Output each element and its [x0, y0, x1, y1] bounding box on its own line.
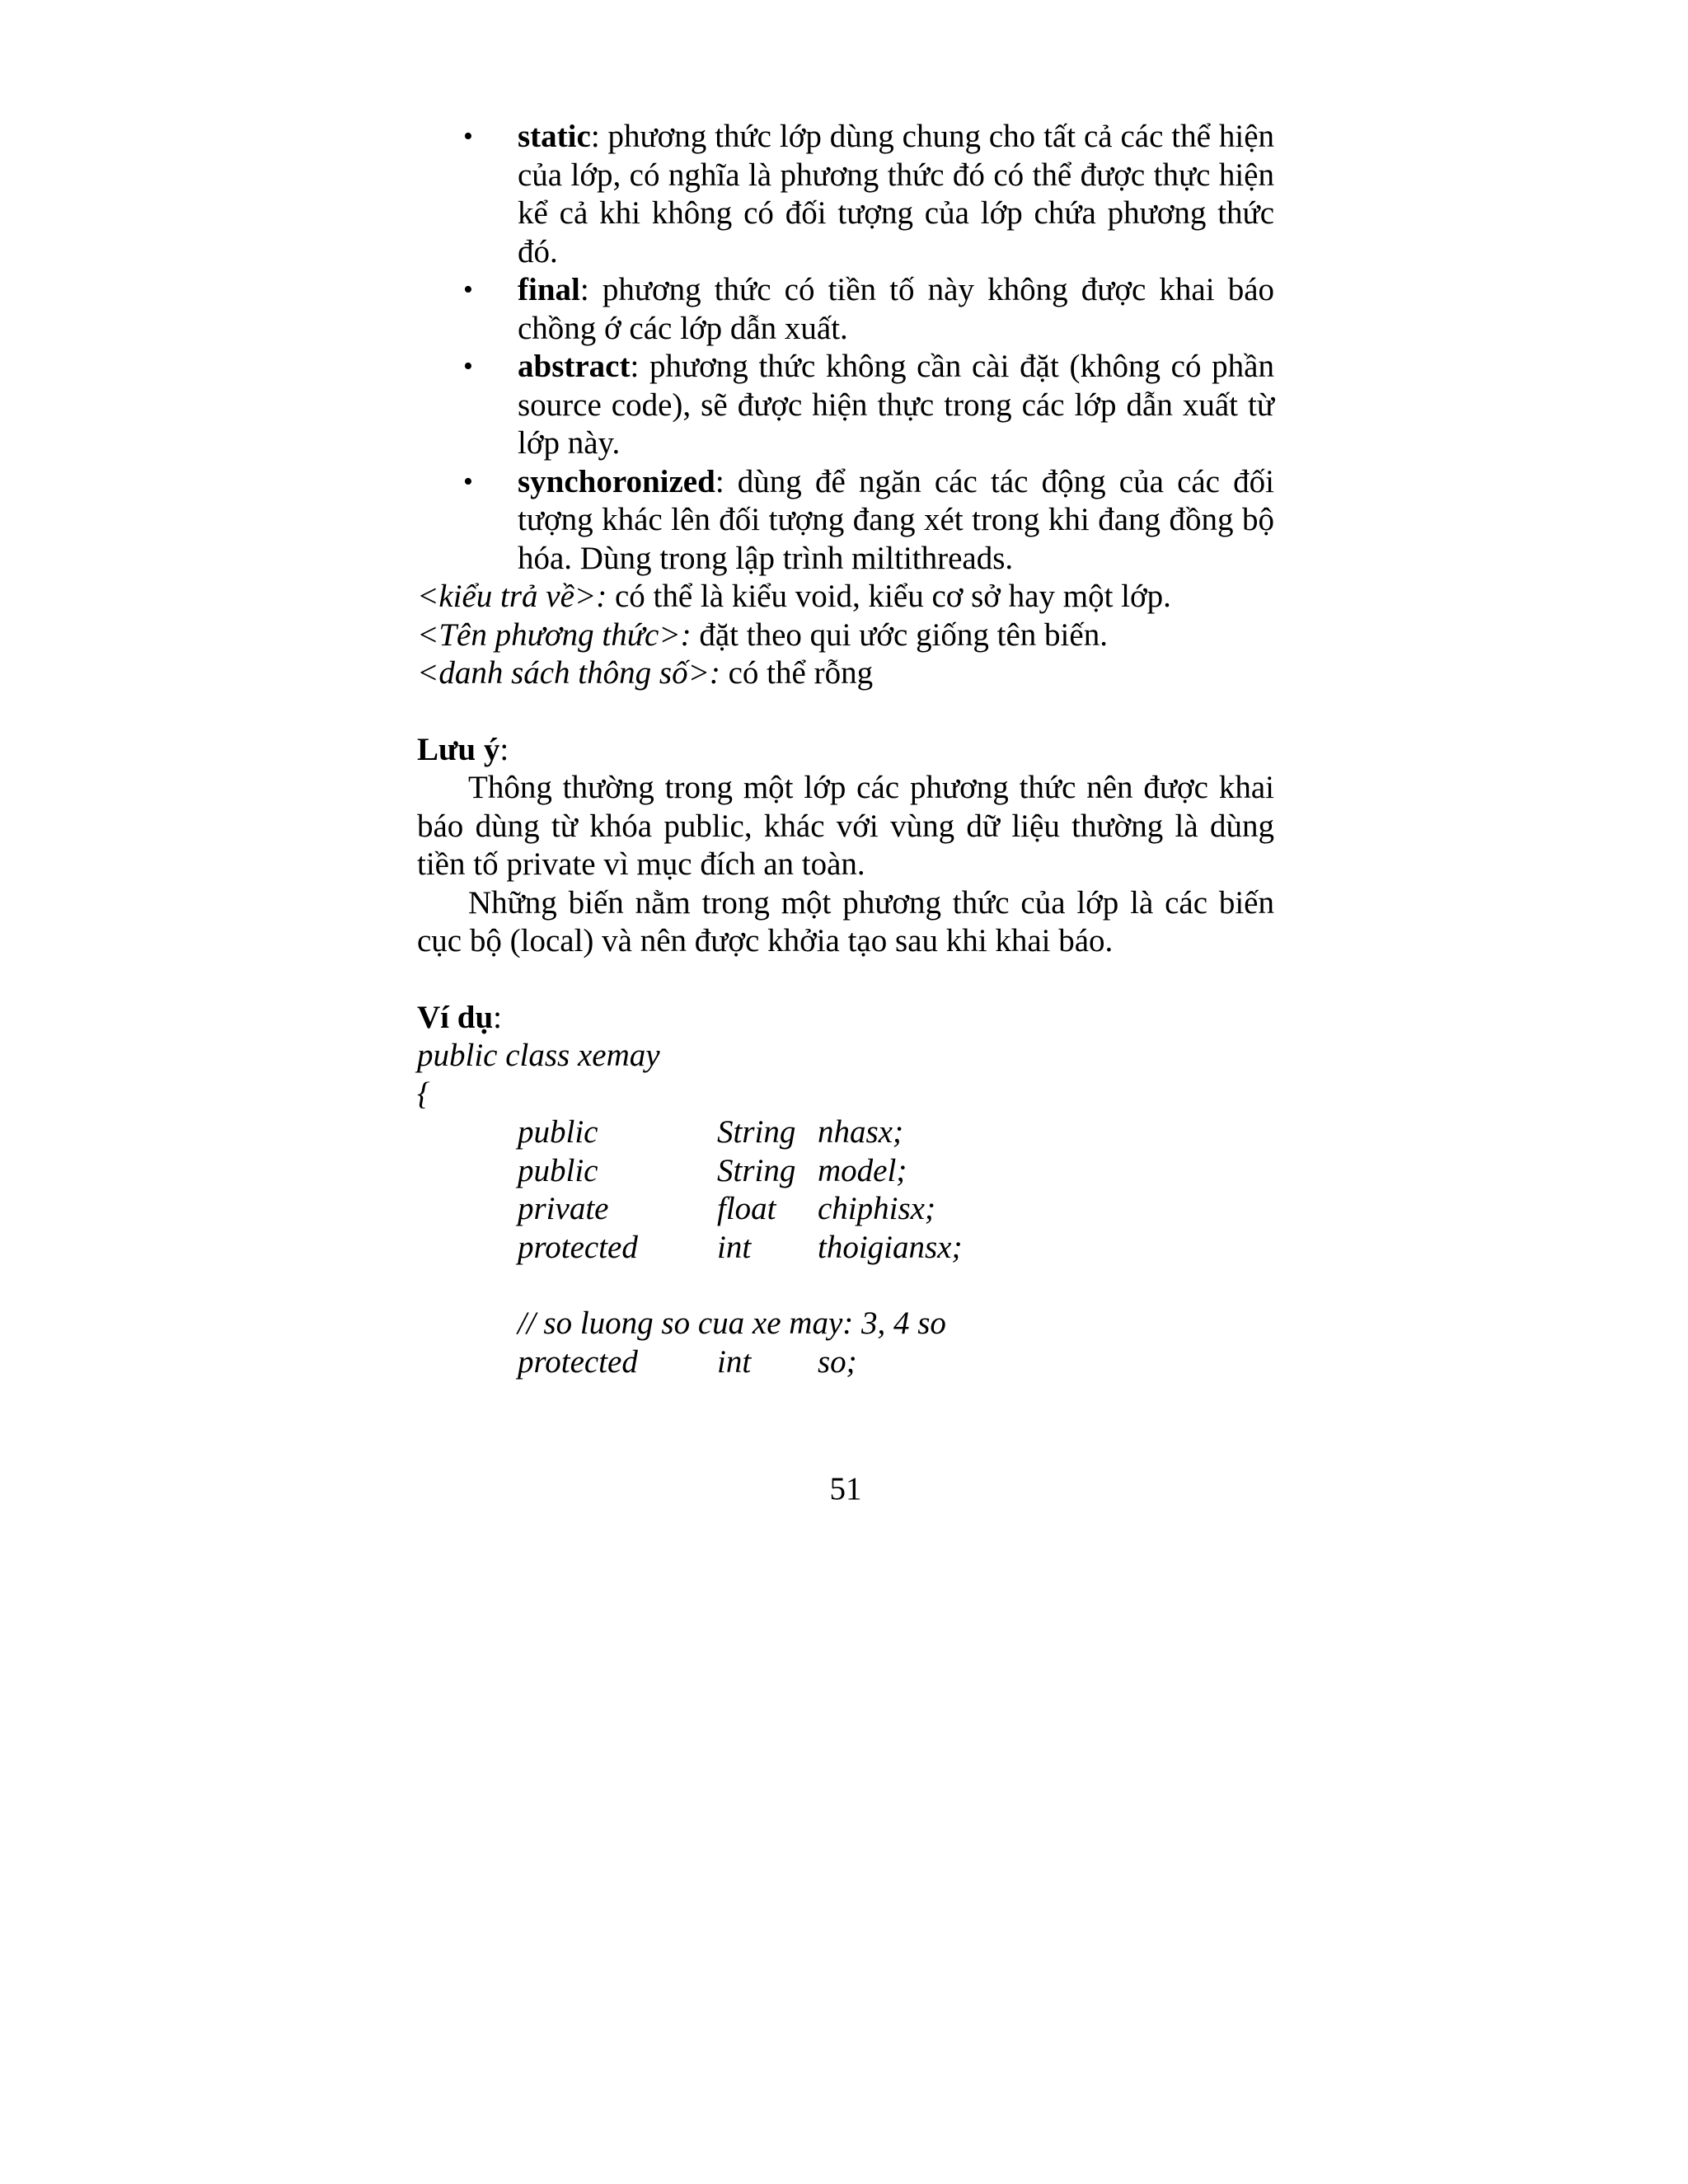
note-heading-colon: : [499, 731, 509, 767]
code-comment: // so luong so cua xe may: 3, 4 so [518, 1305, 946, 1341]
param-name: <Tên phương thức>: [417, 616, 692, 653]
list-item [417, 463, 1274, 579]
list-item [417, 348, 1274, 463]
field-declaration [417, 1229, 1274, 1268]
field-declaration [417, 1190, 1274, 1229]
bullet-icon: • [463, 121, 473, 152]
param-description: đặt theo qui ước giống tên biến. [691, 616, 1108, 653]
param-line [417, 654, 1274, 693]
field-name: thoigiansx; [818, 1229, 963, 1265]
note-heading [417, 731, 1274, 770]
param-line [417, 616, 1274, 655]
modifier-list [417, 118, 1274, 578]
modifier-term: synchoronized [518, 463, 715, 499]
bullet-icon: • [463, 351, 473, 382]
field-declaration [417, 1152, 1274, 1191]
note-heading-label: Lưu ý [417, 731, 500, 767]
example-heading [417, 999, 1274, 1038]
bullet-icon: • [463, 274, 473, 305]
example-heading-label: Ví dụ [417, 999, 494, 1035]
example-heading-colon: : [493, 999, 502, 1035]
param-description: có thể là kiểu void, kiểu cơ sở hay một lớp. [607, 579, 1171, 614]
field-declaration [417, 1113, 1274, 1152]
list-item [417, 271, 1274, 348]
page-number: 51 [829, 1471, 862, 1507]
field-type: int [717, 1343, 752, 1380]
modifier-term: final [518, 272, 580, 307]
list-item [417, 118, 1274, 271]
spacer [417, 693, 1274, 731]
field-type: String [717, 1114, 796, 1150]
modifier-description: : phương thức lớp dùng chung cho tất cả các thể hiện của lớp, có nghĩa là phương thức đó có thể được thực hiện kể cả khi không có đối tượng của lớp chứa phương thức đó. [518, 119, 1274, 269]
field-modifier: public [518, 1114, 598, 1150]
open-brace: { [417, 1076, 430, 1112]
field-modifier: protected [518, 1229, 638, 1265]
spacer [417, 961, 1274, 999]
param-description: có thể rỗng [720, 655, 874, 691]
field-name: chiphisx; [818, 1191, 935, 1226]
page-content [417, 118, 1274, 1507]
field-name: model; [818, 1152, 907, 1188]
modifier-term: abstract [518, 349, 631, 384]
field-type: float [717, 1191, 776, 1226]
field-modifier: public [518, 1152, 598, 1188]
modifier-description: : phương thức có tiền tố này không được khai báo chồng ớ các lớp dẫn xuất. [518, 272, 1274, 346]
field-modifier: protected [518, 1343, 638, 1380]
note-paragraph: Những biến nằm trong một phương thức của lớp là các biến cục bộ (local) và nên được khởia tạo sau khi khai báo. [417, 884, 1274, 958]
param-name: <danh sách thông số>: [417, 655, 720, 691]
class-declaration: public class xemay [417, 1038, 660, 1073]
modifier-description: : phương thức không cần cài đặt (không có phần source code), sẽ được hiện thực trong các lớp dẫn xuất từ lớp này. [518, 349, 1274, 461]
field-name: nhasx; [818, 1114, 903, 1150]
field-name: so; [818, 1343, 857, 1380]
field-modifier: private [518, 1191, 609, 1226]
field-declaration [417, 1343, 1274, 1382]
note-paragraph: Thông thường trong một lớp các phương thức nên được khai báo dùng từ khóa public, khác với vùng dữ liệu thường là dùng tiền tố private vì mục đích an toàn. [417, 770, 1274, 882]
field-type: String [717, 1152, 796, 1188]
modifier-description: : dùng để ngăn các tác động của các đối tượng khác lên đối tượng đang xét trong khi đang đồng bộ hóa. Dùng trong lập trình miltithreads. [518, 463, 1274, 576]
spacer [417, 1267, 1274, 1305]
param-line [417, 578, 1274, 616]
code-example [417, 1037, 1274, 1381]
modifier-term: static [518, 119, 591, 154]
bullet-icon: • [463, 466, 473, 497]
field-type: int [717, 1229, 752, 1265]
param-name: <kiểu trả về>: [417, 579, 607, 614]
